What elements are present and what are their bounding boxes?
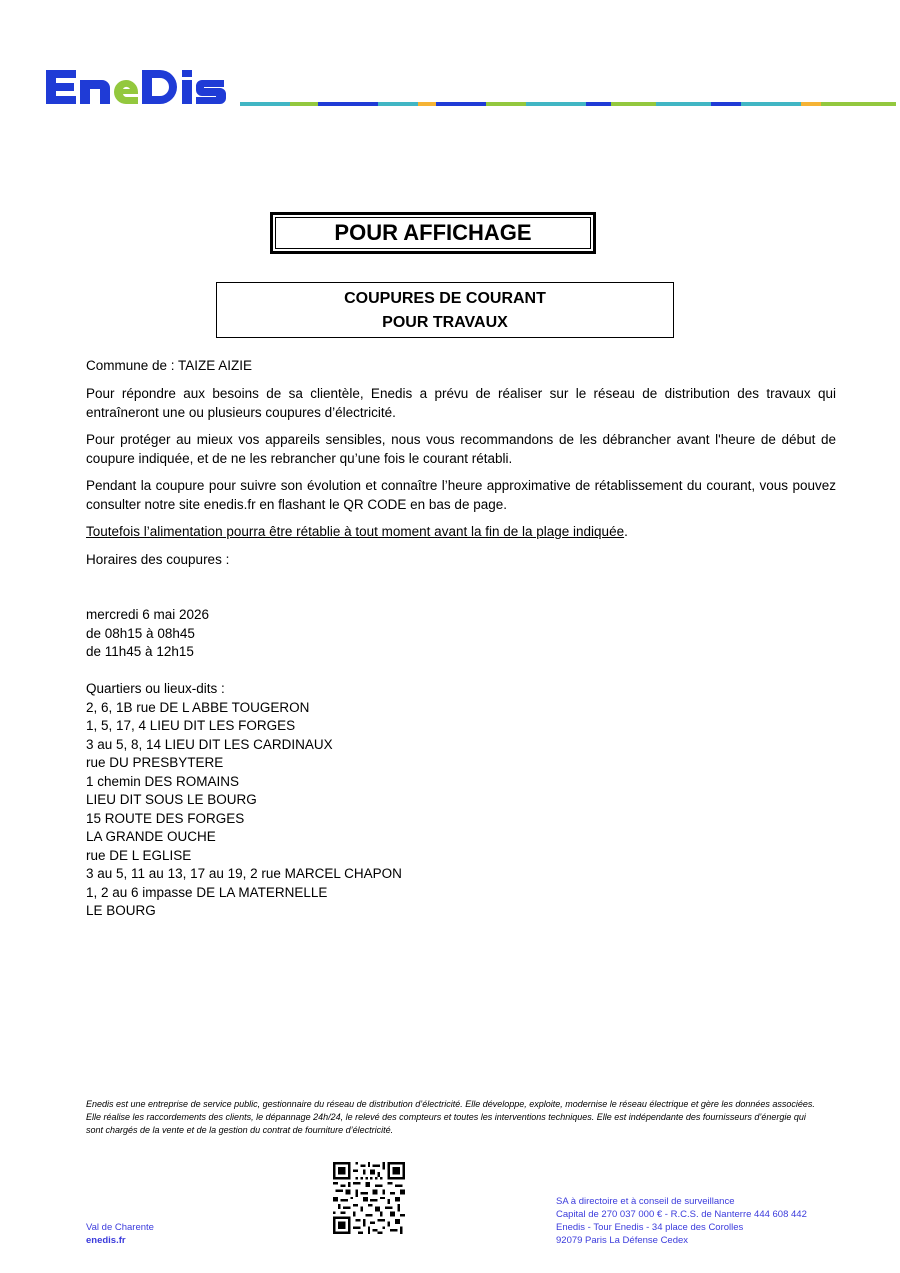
title-line-2: POUR TRAVAUX — [382, 314, 508, 331]
footer-disclaimer: Enedis est une entreprise de service public, gestionnaire du réseau de distribution d’électricité. Elle développe, exploite, modernise le réseau électrique et gère les données associées. Elle réalise les raccordements des clients, le dépannage 24h/24, le relevé des compteurs et toutes les interventions techniques. Elle est indépendante des fournisseurs d’énergie qui sont chargés de la vente et de la gestion du contrat de fourniture d’électricité. — [86, 1099, 815, 1135]
paragraph-4 — [86, 523, 836, 542]
paragraph-4-end: . — [624, 524, 628, 539]
schedule-date: mercredi 6 mai 2026 — [86, 607, 210, 622]
quartier-item: 1 chemin DES ROMAINS — [86, 773, 240, 789]
paragraph-1: Pour répondre aux besoins de sa clientèle, Enedis a prévu de réaliser sur le réseau de distribution des travaux qui entraîneront une ou plusieurs coupures d’électricité. — [86, 386, 836, 420]
paragraph-2: Pour protéger au mieux vos appareils sensibles, nous vous recommandons de les débrancher avant l'heure de début de coupure indiquée, et de ne les rebrancher qu’une fois le courant rétabli. — [86, 432, 836, 466]
quartiers-label: Quartiers ou lieux-dits : — [86, 681, 225, 696]
footer-legal — [556, 1195, 807, 1247]
commune: Commune de : TAIZE AIZIE — [86, 358, 253, 373]
quartier-item: 3 au 5, 11 au 13, 17 au 19, 2 rue MARCEL CHAPON — [86, 866, 402, 881]
enedis-logo — [44, 66, 234, 108]
schedule-slot: de 08h15 à 08h45 — [86, 625, 195, 641]
enedis-logo-icon — [44, 66, 234, 108]
quartier-item: rue DU PRESBYTERE — [86, 755, 224, 770]
quartiers — [86, 680, 836, 921]
footer-legal-line: 92079 Paris La Défense Cedex — [556, 1235, 689, 1246]
qr-code-icon — [333, 1162, 405, 1234]
paragraph-3: Pendant la coupure pour suivre son évolution et connaître l’heure approximative de rétablissement du courant, vous pouvez consulter notre site enedis.fr en flashant le QR CODE en bas de page. — [86, 478, 836, 512]
quartier-item: LA GRANDE OUCHE — [86, 829, 216, 844]
header-stripe — [240, 102, 896, 106]
footer-site-link[interactable]: enedis.fr — [86, 1235, 126, 1246]
quartier-item: 2, 6, 1B rue DE L ABBE TOUGERON — [86, 699, 310, 715]
quartier-item: LE BOURG — [86, 903, 156, 918]
footer-legal-line: Capital de 270 037 000 € - R.C.S. de Nanterre 444 608 442 — [556, 1209, 807, 1220]
schedule-slot: de 11h45 à 12h15 — [86, 644, 194, 659]
schedule — [86, 606, 836, 662]
qr-code[interactable] — [333, 1162, 405, 1234]
footer-left — [86, 1221, 154, 1247]
affichage-banner — [270, 212, 596, 254]
footer-legal-line: SA à directoire et à conseil de surveillance — [556, 1196, 735, 1207]
quartier-item: 1, 5, 17, 4 LIEU DIT LES FORGES — [86, 718, 296, 733]
quartier-item: LIEU DIT SOUS LE BOURG — [86, 792, 257, 807]
horaires-label: Horaires des coupures : — [86, 552, 230, 567]
title-line-1: COUPURES DE COURANT — [344, 290, 546, 307]
footer-region: Val de Charente — [86, 1222, 154, 1233]
quartier-item: 15 ROUTE DES FORGES — [86, 810, 245, 826]
quartier-item: rue DE L EGLISE — [86, 847, 192, 863]
footer-legal-line: Enedis - Tour Enedis - 34 place des Corolles — [556, 1222, 744, 1233]
affichage-label: POUR AFFICHAGE — [275, 217, 591, 249]
quartier-item: 1, 2 au 6 impasse DE LA MATERNELLE — [86, 884, 328, 900]
paragraph-4-underlined: Toutefois l’alimentation pourra être rétablie à tout moment avant la fin de la plage indiquée — [86, 524, 625, 539]
quartier-item: 3 au 5, 8, 14 LIEU DIT LES CARDINAUX — [86, 736, 333, 752]
title-box — [216, 282, 674, 338]
